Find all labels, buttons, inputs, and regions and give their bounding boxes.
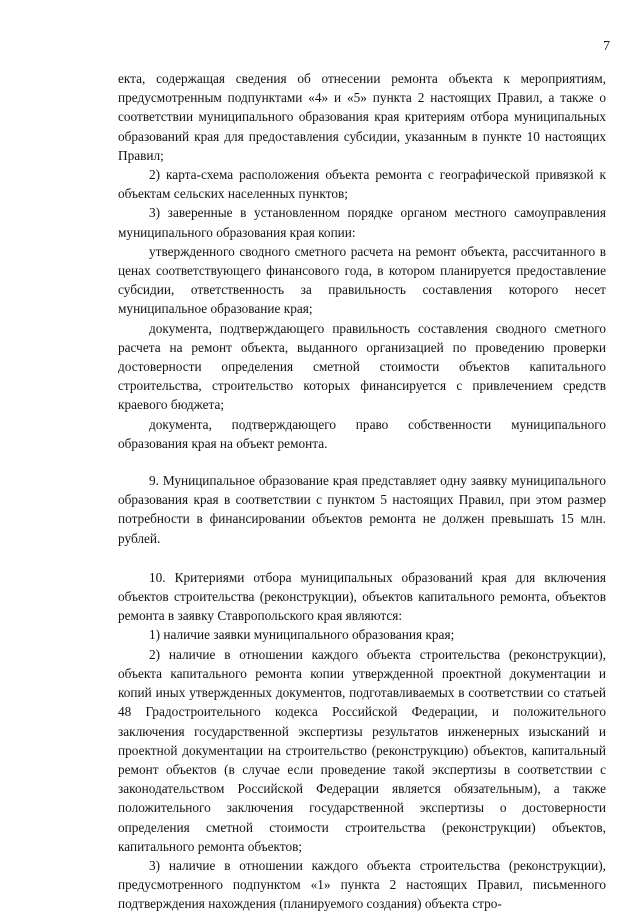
paragraph-criterion-3: 3) наличие в отношении каждого объекта строительства (реконструкции), предусмотренного подпунктом «1» пункта 2 настоящих Правил, письменного подтверждения нахождения (планируемого создания) объекта стро- — [118, 857, 606, 912]
paragraph-continuation: екта, содержащая сведения об отнесении ремонта объекта к мероприятиям, предусмотренным подпунктами «4» и «5» пункта 2 настоящих Правил, а также о соответствии муниципального образования края критериям отбора муниципальных образований края для предоставления субсидии, указанным в пункте 10 настоящих Правил; — [118, 71, 606, 163]
paragraph-criterion-2: 2) наличие в отношении каждого объекта строительства (реконструкции), объекта капитального ремонта копии утвержденной проектной документации и копий иных утвержденных документов, подготавливаемых в соответствии со статьей 48 Градостроительного кодекса Российской Федерации, и положительного заключения государственной экспертизы результатов инженерных изысканий и проектной документации на строительство (реконструкцию) объектов, капитальный ремонт объектов (в случае если проведение такой экспертизы в соответствии с законодательством Российской Федерации является обязательным), а также положительного заключения государственной экспертизы о достоверности определения сметной стоимости строительства (реконструкции) объектов, капитального ремонта объектов; — [118, 646, 606, 854]
paragraph-verification-document: документа, подтверждающего правильность составления сводного сметного расчета на ремонт объекта, выданного организацией по проведению проверки достоверности определения сметной стоимости объектов капитального строительства, строительство которых финансируется с привлечением средств краевого бюджета; — [118, 320, 606, 413]
page-number: 7 — [603, 39, 610, 54]
document-body — [118, 69, 606, 914]
paragraph-ownership-document: документа, подтверждающего право собственности муниципального образования края на объект ремонта. — [118, 416, 606, 451]
paragraph-criterion-1: 1) наличие заявки муниципального образования края; — [149, 627, 455, 643]
paragraph-estimate-copy: утвержденного сводного сметного расчета на ремонт объекта, рассчитанного в ценах соответствующего финансового года, в котором планируется предоставление субсидии, ответственность за правильность составления которого несет муниципальное образование края; — [118, 243, 606, 317]
paragraph-item-3: 3) заверенные в установленном порядке органом местного самоуправления муниципального образования края копии: — [118, 205, 606, 240]
paragraph-item-2: 2) карта-схема расположения объекта ремонта с географической привязкой к объектам сельских населенных пунктов; — [118, 167, 606, 202]
paragraph-section-10: 10. Критериями отбора муниципальных образований края для включения объектов строительства (реконструкции), объектов капитального ремонта, объектов ремонта в заявку Ставропольского края являются: — [118, 569, 606, 624]
paragraph-section-9: 9. Муниципальное образование края представляет одну заявку муниципального образования края в соответствии с пунктом 5 настоящих Правил, при этом размер потребности в финансировании объектов ремонта не должен превышать 15 млн. рублей. — [118, 473, 606, 546]
